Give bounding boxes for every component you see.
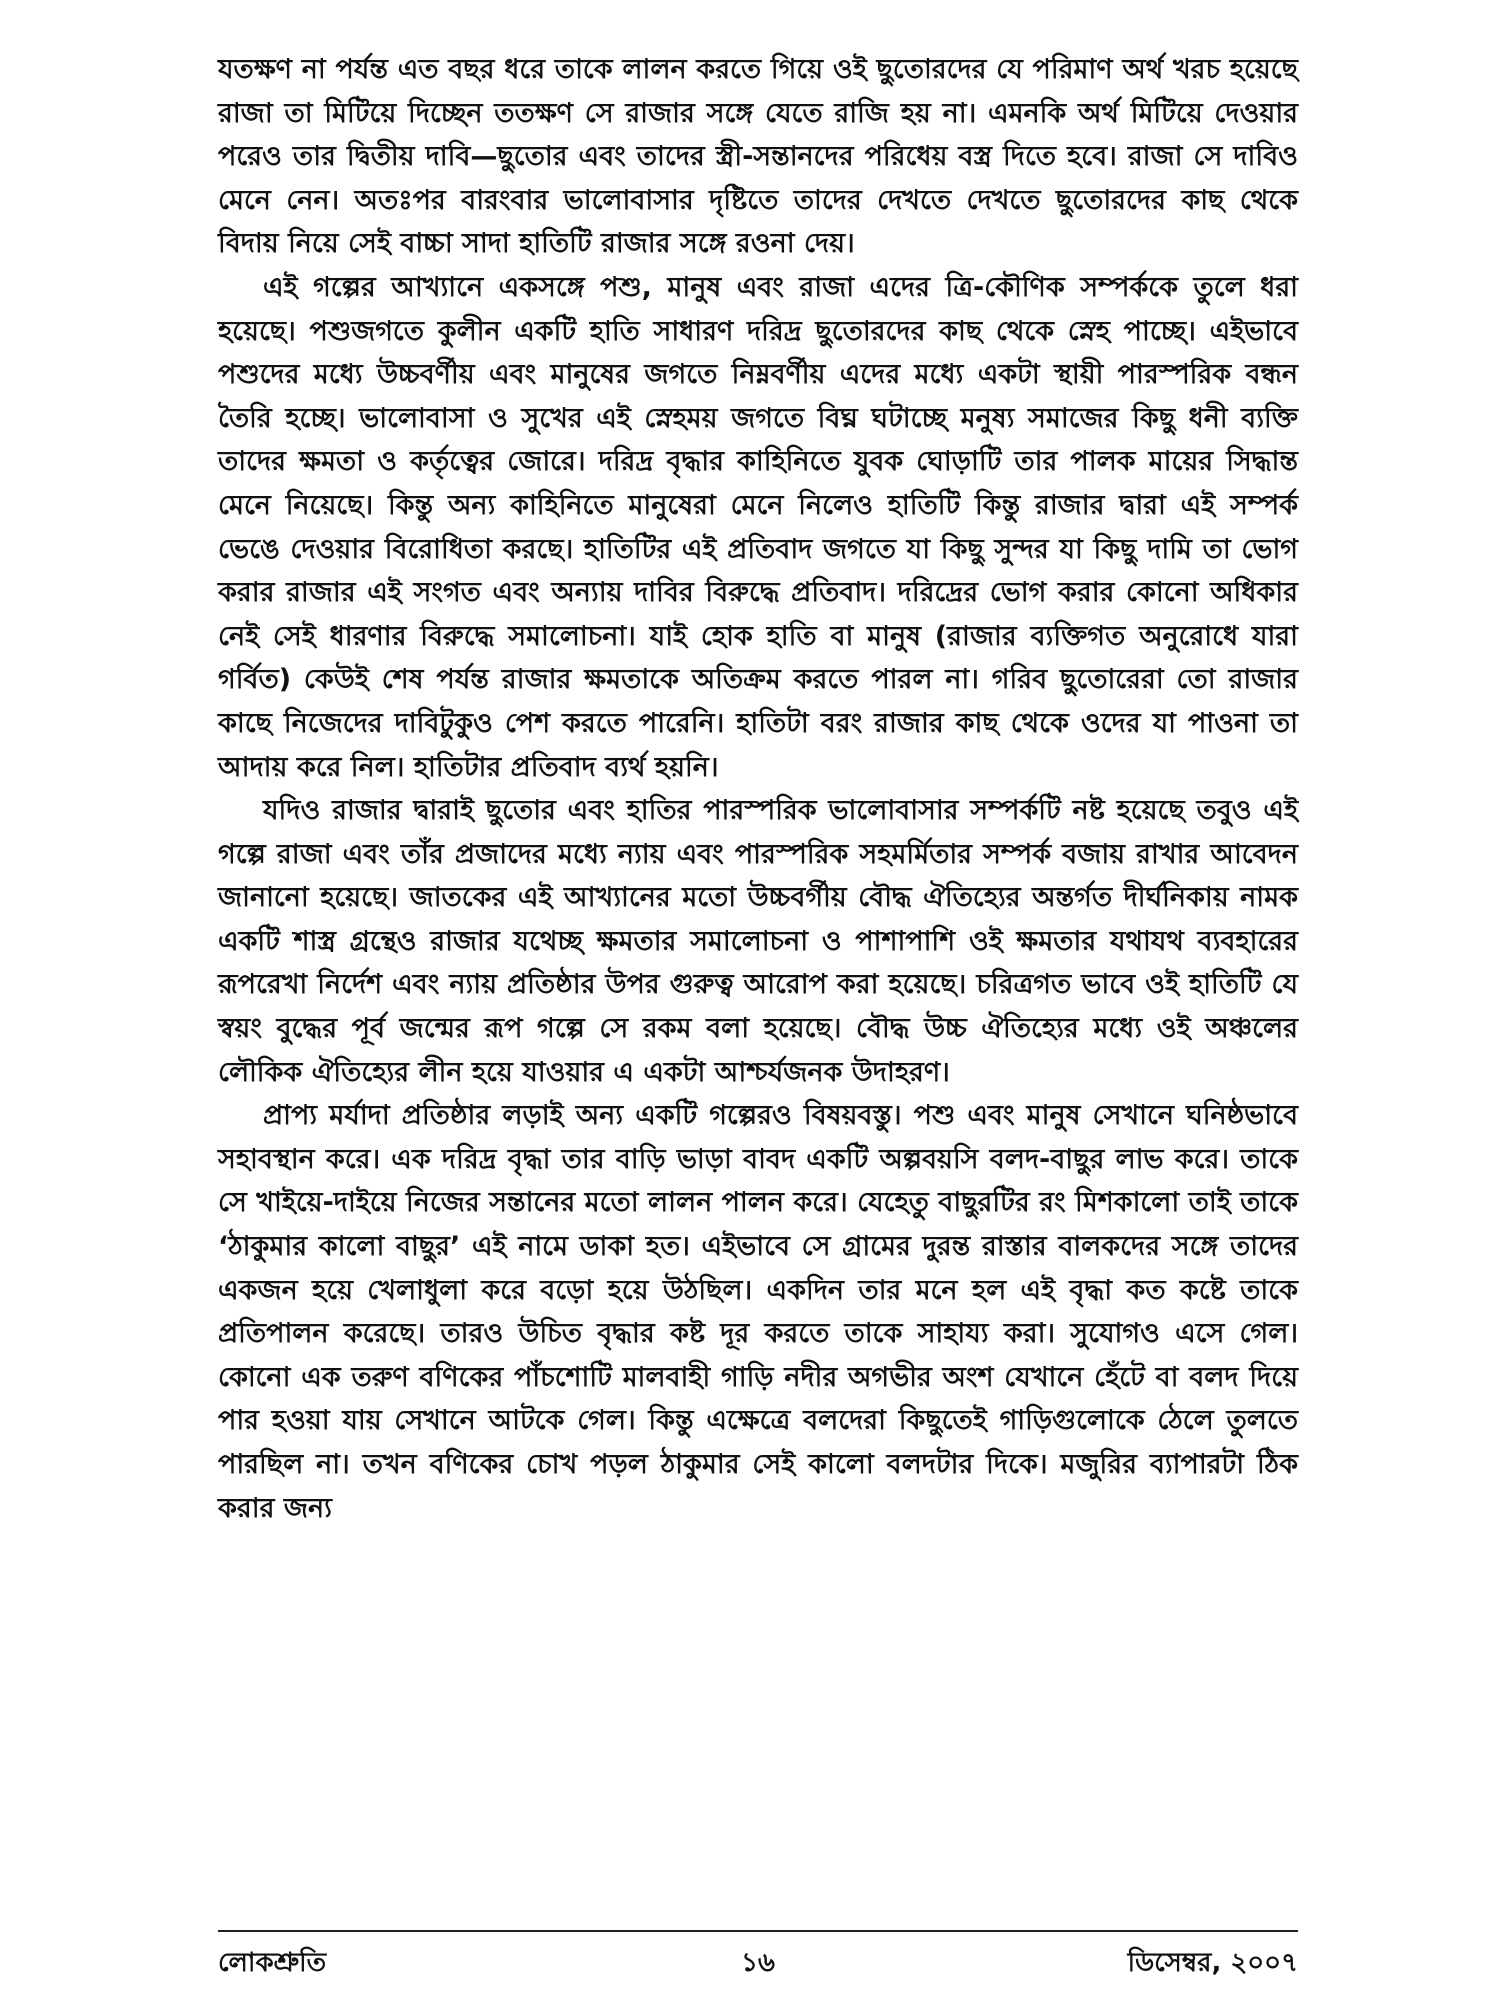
footer-page-number: ১৬ xyxy=(741,1948,775,1978)
page-footer xyxy=(218,1942,1298,1982)
paragraph-4: প্রাপ্য মর্যাদা প্রতিষ্ঠার লড়াই অন্য একটি গল্পেরও বিষয়বস্তু। পশু এবং মানুষ সেখানে ঘনিষ্ঠভাবে সহাবস্থান করে। এক দরিদ্র বৃদ্ধা তার বাড়ি ভাড়া বাবদ একটি অল্পবয়সি বলদ-বাছুর লাভ করে। তাকে সে খাইয়ে-দাইয়ে নিজের সন্তানের মতো লালন পালন করে। যেহেতু বাছুরটির রং মিশকালো তাই তাকে ‘ঠাকুমার কালো বাছুর’ এই নামে ডাকা হত। এইভাবে সে গ্রামের দুরন্ত রাস্তার বালকদের সঙ্গে তাদের একজন হয়ে খেলাধুলা করে বড়ো হয়ে উঠছিল। একদিন তার মনে হল এই বৃদ্ধা কত কষ্টে তাকে প্রতিপালন করেছে। তারও উচিত বৃদ্ধার কষ্ট দূর করতে তাকে সাহায্য করা। সুযোগও এসে গেল। কোনো এক তরুণ বণিকের পাঁচশোটি মালবাহী গাড়ি নদীর অগভীর অংশ যেখানে হেঁটে বা বলদ দিয়ে পার হওয়া যায় সেখানে আটকে গেল। কিন্তু এক্ষেত্রে বলদেরা কিছুতেই গাড়িগুলোকে ঠেলে তুলতে পারছিল না। তখন বণিকের চোখ পড়ল ঠাকুমার সেই কালো বলদটার দিকে। মজুরির ব্যাপারটা ঠিক করার জন্য xyxy=(218,1100,1298,1524)
body-text xyxy=(218,48,1298,1530)
footer-journal-name: লোকশ্রুতি xyxy=(218,1948,327,1978)
paragraph-2: এই গল্পের আখ্যানে একসঙ্গে পশু, মানুষ এবং রাজা এদের ত্রি-কৌণিক সম্পর্ককে তুলে ধরা হয়েছে। পশুজগতে কুলীন একটি হাতি সাধারণ দরিদ্র ছুতোরদের কাছ থেকে স্নেহ পাচ্ছে। এইভাবে পশুদের মধ্যে উচ্চবর্ণীয় এবং মানুষের জগতে নিম্নবর্ণীয় এদের মধ্যে একটা স্থায়ী পারস্পরিক বন্ধন তৈরি হচ্ছে। ভালোবাসা ও সুখের এই স্নেহময় জগতে বিঘ্ন ঘটাচ্ছে মনুষ্য সমাজের কিছু ধনী ব্যক্তি তাদের ক্ষমতা ও কর্তৃত্বের জোরে। দরিদ্র বৃদ্ধার কাহিনিতে যুবক ঘোড়াটি তার পালক মায়ের সিদ্ধান্ত মেনে নিয়েছে। কিন্তু অন্য কাহিনিতে মানুষেরা মেনে নিলেও হাতিটি কিন্তু রাজার দ্বারা এই সম্পর্ক ভেঙে দেওয়ার বিরোধিতা করছে। হাতিটির এই প্রতিবাদ জগতে যা কিছু সুন্দর যা কিছু দামি তা ভোগ করার রাজার এই সংগত এবং অন্যায় দাবির বিরুদ্ধে প্রতিবাদ। দরিদ্রের ভোগ করার কোনো অধিকার নেই সেই ধারণার বিরুদ্ধে সমালোচনা। যাই হোক হাতি বা মানুষ (রাজার ব্যক্তিগত অনুরোধে যারা গর্বিত) কেউই শেষ পর্যন্ত রাজার ক্ষমতাকে অতিক্রম করতে পারল না। গরিব ছুতোরেরা তো রাজার কাছে নিজেদের দাবিটুকুও পেশ করতে পারেনি। হাতিটা বরং রাজার কাছ থেকে ওদের যা পাওনা তা আদায় করে নিল। হাতিটার প্রতিবাদ ব্যর্থ হয়নি। xyxy=(218,271,1298,783)
footer-divider xyxy=(218,1930,1298,1932)
footer-date: ডিসেম্বর, ২০০৭ xyxy=(1127,1948,1298,1978)
paragraph-1: যতক্ষণ না পর্যন্ত এত বছর ধরে তাকে লালন করতে গিয়ে ওই ছুতোরদের যে পরিমাণ অর্থ খরচ হয়েছে রাজা তা মিটিয়ে দিচ্ছেন ততক্ষণ সে রাজার সঙ্গে যেতে রাজি হয় না। এমনকি অর্থ মিটিয়ে দেওয়ার পরেও তার দ্বিতীয় দাবি—ছুতোর এবং তাদের স্ত্রী-সন্তানদের পরিধেয় বস্ত্র দিতে হবে। রাজা সে দাবিও মেনে নেন। অতঃপর বারংবার ভালোবাসার দৃষ্টিতে তাদের দেখতে দেখতে ছুতোরদের কাছ থেকে বিদায় নিয়ে সেই বাচ্চা সাদা হাতিটি রাজার সঙ্গে রওনা দেয়। xyxy=(218,54,1298,260)
paragraph-3: যদিও রাজার দ্বারাই ছুতোর এবং হাতির পারস্পরিক ভালোবাসার সম্পর্কটি নষ্ট হয়েছে তবুও এই গল্পে রাজা এবং তাঁর প্রজাদের মধ্যে ন্যায় এবং পারস্পরিক সহমর্মিতার সম্পর্ক বজায় রাখার আবেদন জানানো হয়েছে। জাতকের এই আখ্যানের মতো উচ্চবর্গীয় বৌদ্ধ ঐতিহ্যের অন্তর্গত দীর্ঘনিকায় নামক একটি শাস্ত্র গ্রন্থেও রাজার যথেচ্ছ ক্ষমতার সমালোচনা ও পাশাপাশি ওই ক্ষমতার যথাযথ ব্যবহারের রূপরেখা নির্দেশ এবং ন্যায় প্রতিষ্ঠার উপর গুরুত্ব আরোপ করা হয়েছে। চরিত্রগত ভাবে ওই হাতিটি যে স্বয়ং বুদ্ধের পূর্ব জন্মের রূপ গল্পে সে রকম বলা হয়েছে। বৌদ্ধ উচ্চ ঐতিহ্যের মধ্যে ওই অঞ্চলের লৌকিক ঐতিহ্যের লীন হয়ে যাওয়ার এ একটা আশ্চর্যজনক উদাহরণ। xyxy=(218,795,1298,1088)
